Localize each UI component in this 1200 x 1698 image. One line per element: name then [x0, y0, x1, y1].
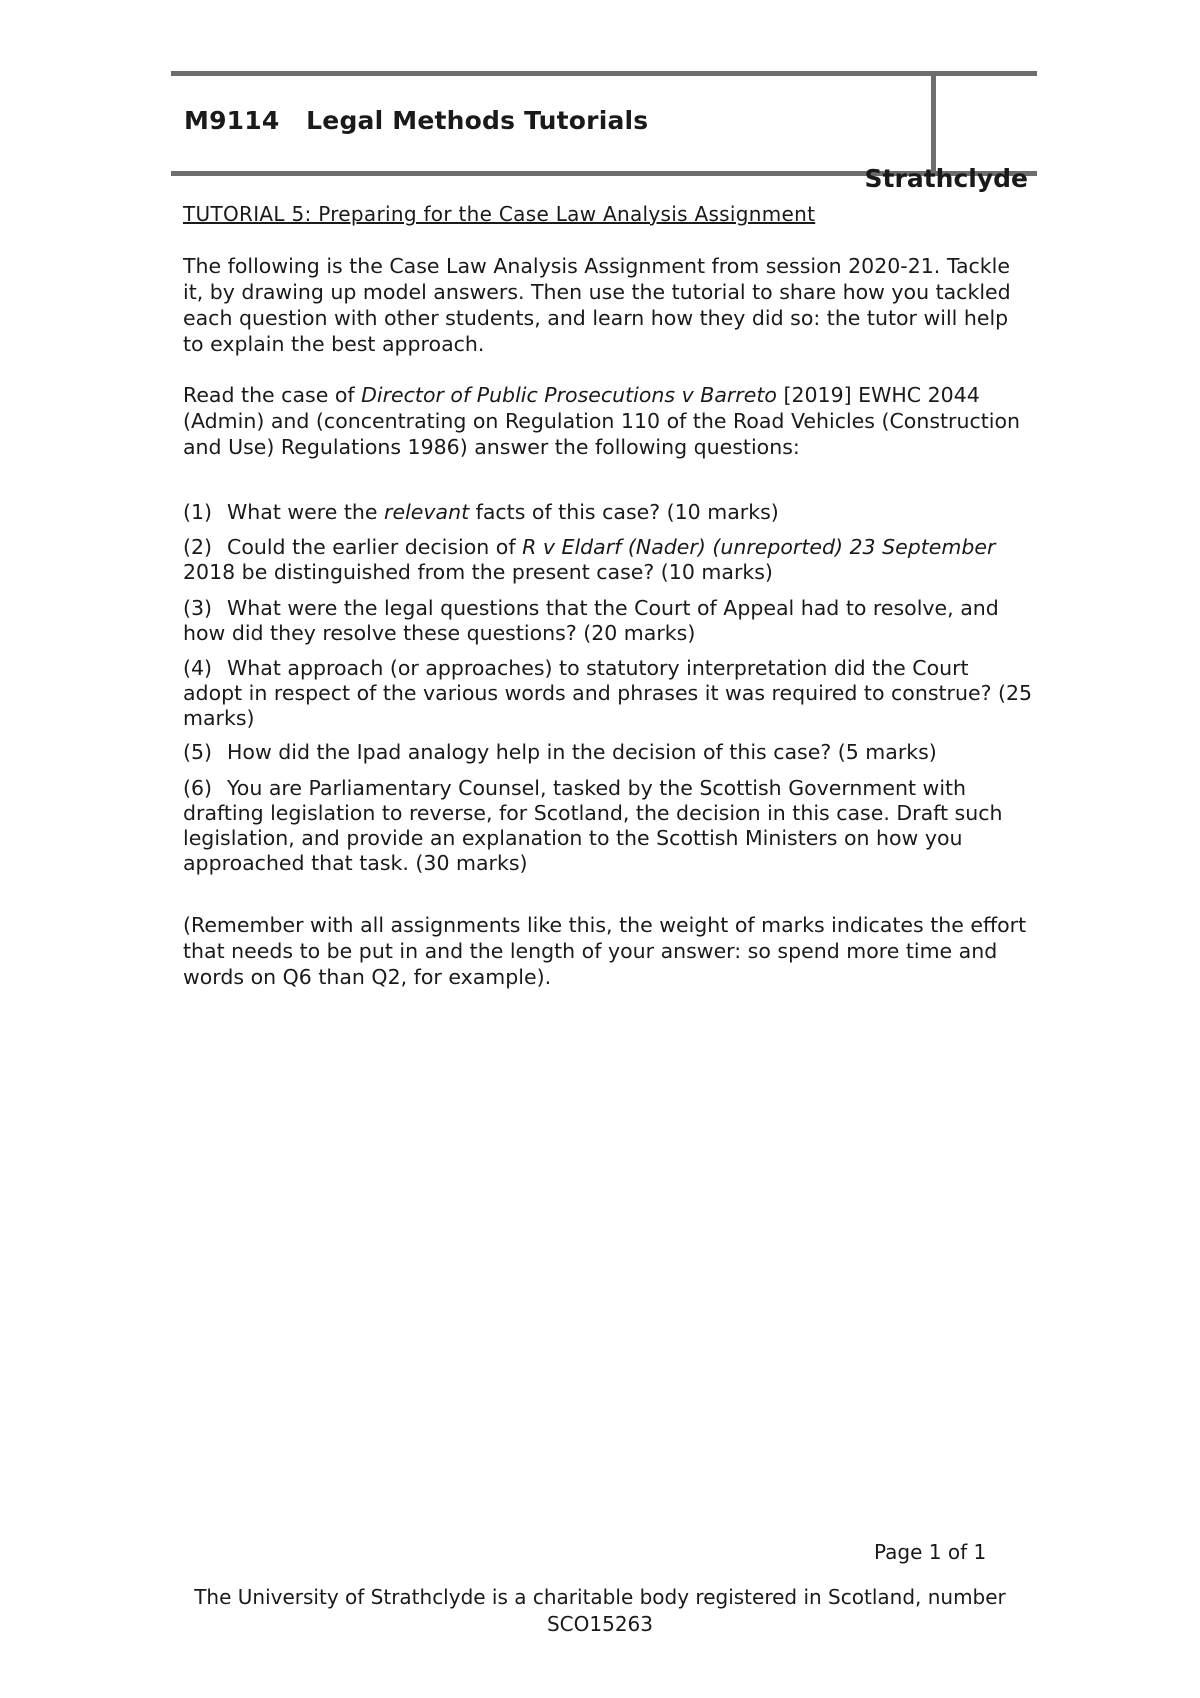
question-text: What were the: [227, 500, 385, 524]
intro-paragraph: The following is the Case Law Analysis Assignment from session 2020-21. Tackle it, by drawing up model answers. Then use the tutorial to share how you tackled each question with other students, and learn how they did so: the tutor will help to explain the best approach.: [183, 254, 1011, 356]
remember-note: (Remember with all assignments like this, the weight of marks indicates the effort that needs to be put in and the length of your answer: so spend more time and words on Q6 than Q2, for example).: [183, 913, 1027, 989]
question-6: [183, 776, 1033, 876]
question-number: (3): [183, 596, 213, 620]
footer-text: The University of Strathclyde is a charitable body registered in Scotland, number SCO15263: [194, 1585, 1006, 1636]
university-logo: [838, 164, 1028, 193]
question-text: Could the earlier decision of: [227, 535, 523, 559]
question-text: What approach (or approaches) to statutory interpretation did the Court adopt in respect of the various words and phrases it was required to construe? (25 marks): [183, 656, 1033, 730]
course-title: M9114 Legal Methods Tutorials: [184, 106, 649, 135]
question-1: [183, 500, 1033, 525]
question-2: [183, 535, 1033, 585]
read-case-paragraph: [183, 382, 1033, 460]
read-case-prefix: Read the case of: [183, 383, 362, 407]
question-text: What were the legal questions that the Court of Appeal had to resolve, and how did they resolve these questions? (20 marks): [183, 596, 999, 645]
question-text: You are Parliamentary Counsel, tasked by the Scottish Government with drafting legislation to reverse, for Scotland, the decision in this case. Draft such legislation, and provide an explanation to the Scottish Ministers on how you approached that task. (30 marks): [183, 776, 1003, 875]
read-case-suffix: [2019] EWHC 2044 (Admin) and (concentrating on Regulation 110 of the Road Vehicles (Construction and Use) Regulations 1986) answer the following questions:: [183, 383, 1020, 459]
header-top-rule: [171, 71, 1037, 76]
header-divider: [931, 71, 936, 176]
question-4: [183, 656, 1033, 731]
question-text-end: facts of this case? (10 marks): [469, 500, 779, 524]
question-5: [183, 740, 1033, 765]
question-3: [183, 596, 1033, 646]
question-text-end: 2018 be distinguished from the present case? (10 marks): [183, 560, 773, 584]
question-number: (5): [183, 740, 213, 764]
page-number: Page 1 of 1: [874, 1540, 987, 1564]
tutorial-title: TUTORIAL 5: Preparing for the Case Law Analysis Assignment: [183, 202, 816, 226]
question-text: How did the Ipad analogy help in the decision of this case? (5 marks): [227, 740, 937, 764]
question-italic: relevant: [384, 500, 470, 524]
question-number: (6): [183, 776, 213, 800]
university-logo-text: Strathclyde: [864, 164, 1028, 193]
question-number: (4): [183, 656, 213, 680]
case-name: Director of Public Prosecutions v Barreto: [361, 383, 777, 407]
question-number: (1): [183, 500, 213, 524]
question-number: (2): [183, 535, 213, 559]
question-italic: R v Eldarf (Nader) (unreported) 23 September: [522, 535, 996, 559]
